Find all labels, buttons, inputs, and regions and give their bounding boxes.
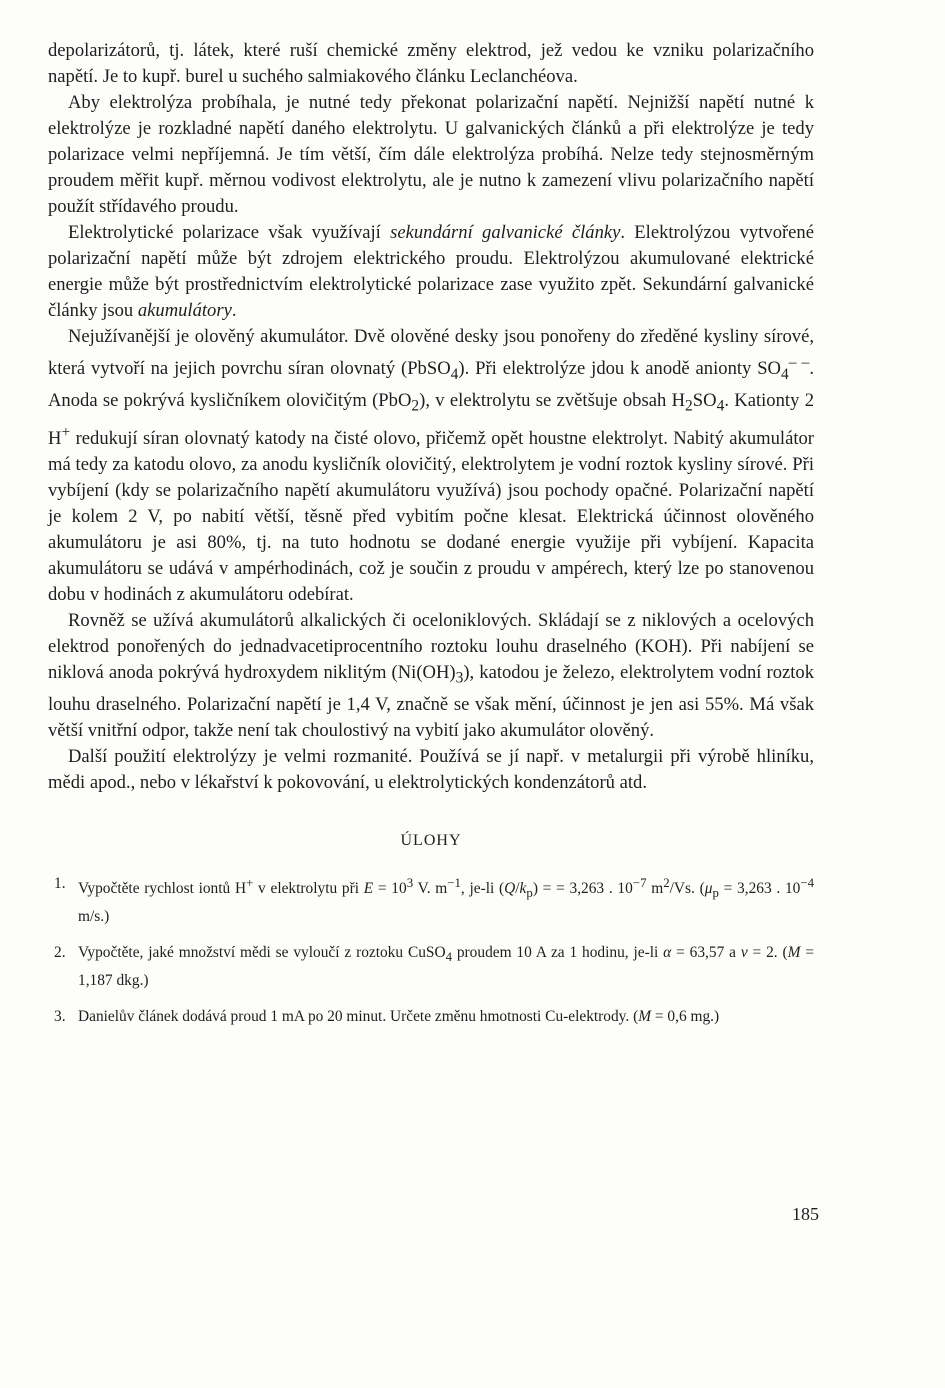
paragraph: Další použití elektrolýzy je velmi rozmanité. Používá se jí např. v metalurgii při výrobě hliníku, mědi apod., nebo v lékařství k pokovování, u elektrolytických kondenzátorů atd.: [48, 745, 814, 793]
main-text: [48, 38, 814, 796]
task-number: 1.: [54, 874, 66, 892]
task-text: Danielův článek dodává proud 1 mA po 20 minut. Určete změnu hmotnosti Cu-elektrody. (M = 0,6 mg.): [78, 1007, 720, 1025]
paragraph: Nejužívanější je olověný akumulátor. Dvě olověné desky jsou ponořeny do zředěné kysliny sírové, která vytvoří na jejich povrchu síran olovnatý (PbSO$_4$). Při elektrolýze jdou k anodě anionty $SO_4^{- -}$. Anoda se pokrývá kysličníkem olovičitým (PbO$_2$), v elektrolytu se zvětšuje obsah $H_2SO_4$. Kationty 2 H+ redukují síran olovnatý katody na čisté olovo, přičemž opět houstne elektrolyt. Nabitý akumulátor má tedy za katodu olovo, za anodu kysličník olovičitý, elektrolytem je vodní roztok kysliny sírové. Při vybíjení (kdy se polarizačního napětí akumulátoru využívá) jsou pochody opačné. Polarizační napětí je kolem 2 V, po nabití větší, těsně před vybitím počne klesat. Elektrická účinnost olověného akumulátoru je asi 80%, tj. na tuto hodnotu se dodané energie využije při vybíjení. Kapacita akumulátoru se udává v ampérhodinách, což je součin z proudu v ampérech, který lze po stanovenou dobu v hodinách z akumulátoru odebírat.: [48, 326, 814, 605]
paragraph: Rovněž se užívá akumulátorů alkalických či oceloniklových. Skládají se z niklových a ocelových elektrod ponořených do jednadvacetiprocentního roztoku louhu draselného (KOH). Při nabíjení se niklová anoda pokrývá hydroxydem niklitým $(Ni(OH)_3)$, katodou je železo, elektrolytem vodní roztok louhu draselného. Polarizační napětí je 1,4 V, značně se však mění, účinnost je jen asi 55%. Má však větší vnitřní odpor, takže není tak choulostivý na vybití jako akumulátor olověný.: [48, 609, 815, 741]
task-item: [48, 872, 814, 928]
task-number: 2.: [54, 943, 66, 961]
paragraph: Elektrolytické polarizace však využívají sekundární galvanické články. Elektrolýzou vytvořené polarizační napětí může být zdrojem elektrického proudu. Elektrolýzou akumulované elektrické energie může být prostřednictvím elektrolytické polarizace zase využito zpět. Sekundární galvanické články jsou akumulátory.: [48, 222, 814, 321]
paragraph: depolarizátorů, tj. látek, které ruší chemické změny elektrod, jež vedou ke vzniku polarizačního napětí. Je to kupř. burel u suchého salmiakového článku Leclanchéova.: [48, 40, 814, 87]
page-body: [48, 38, 814, 1041]
page-number: 185: [792, 1204, 819, 1224]
task-item: [48, 1005, 814, 1028]
paragraph: Aby elektrolýza probíhala, je nutné tedy překonat polarizační napětí. Nejnižší napětí nutné k elektrolýze je rozkladné napětí daného elektrolytu. U galvanických článků a při elektrolýze je tedy polarizace velmi nepříjemná. Je tím větší, čím dále elektrolýza probíhá. Nelze tedy stejnosměrným proudem měřit kupř. měrnou vodivost elektrolytu, ale je nutno k zamezení vlivu polarizačního napětí použít střídavého proudu.: [48, 92, 814, 217]
task-text: Vypočtěte, jaké množství mědi se vyloučí z roztoku CuSO$_4$ proudem 10 A za 1 hodinu, je-li α = 63,57 a v = 2. (M = 1,187 dkg.): [78, 943, 814, 989]
task-text: Vypočtěte rychlost iontů H+ v elektrolytu při $E = 10^3$ V. $m^{-1}$, je-li $(Q/k_p)$ = = 3,263 . $10^{-7}$ $m^2/Vs$. ($\mu_p = 3,263$ . $10^{-4}$ m/s.): [78, 875, 815, 925]
task-list: [48, 872, 814, 1028]
task-item: [48, 941, 814, 992]
section-heading: ÚLOHY: [400, 831, 462, 849]
task-number: 3.: [54, 1007, 66, 1025]
